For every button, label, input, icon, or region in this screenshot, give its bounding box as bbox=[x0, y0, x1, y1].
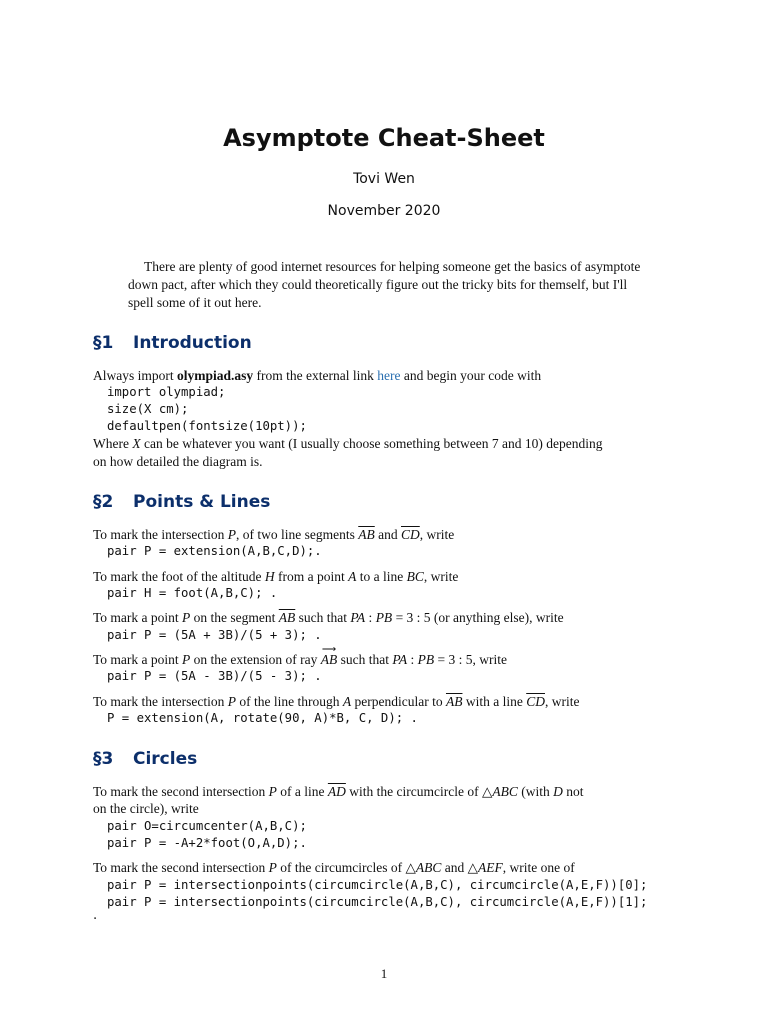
text: to a line bbox=[356, 569, 407, 584]
math-segment: $\overline{CD}$ bbox=[526, 694, 545, 709]
math-var: P bbox=[227, 694, 237, 709]
intro-paragraph-2 bbox=[93, 435, 693, 452]
intro-paragraph-2-cont: on how detailed the diagram is. bbox=[93, 454, 263, 469]
math-var: PA bbox=[392, 652, 408, 667]
ray-notation bbox=[320, 644, 338, 668]
code-line: pair P = -A+2*foot(O,A,D);. bbox=[107, 836, 307, 850]
package-name: olympiad.asy bbox=[177, 368, 254, 383]
math-segment: $\overline{CD}$ bbox=[401, 527, 420, 542]
math-var: P bbox=[182, 652, 191, 667]
math-segment: $\overline{AD}$ bbox=[327, 784, 346, 799]
math-var: P bbox=[268, 784, 277, 799]
code-line: pair O=circumcenter(A,B,C); bbox=[107, 819, 307, 833]
math-var: H bbox=[264, 569, 275, 584]
math-var: P bbox=[268, 860, 277, 875]
here-link[interactable]: here bbox=[377, 368, 401, 383]
points-item-foot bbox=[93, 568, 693, 585]
text: Where bbox=[93, 436, 133, 451]
text: : bbox=[365, 610, 376, 625]
text: from the external link bbox=[253, 368, 378, 383]
math-var: AEF bbox=[477, 860, 503, 875]
intro-paragraph bbox=[93, 367, 693, 384]
text: not bbox=[562, 784, 584, 799]
text: , write bbox=[544, 694, 580, 709]
text: , of two line segments bbox=[236, 527, 359, 542]
section-number: §3 bbox=[93, 749, 114, 769]
code-line: pair P = extension(A,B,C,D);. bbox=[107, 544, 322, 558]
section-number: §2 bbox=[93, 492, 114, 512]
math-var: PB bbox=[375, 610, 393, 625]
section-number: §1 bbox=[93, 333, 114, 353]
section-title: Introduction bbox=[133, 333, 252, 353]
math-var: ABC bbox=[415, 860, 442, 875]
section-title: Circles bbox=[133, 749, 198, 769]
abstract bbox=[128, 258, 648, 312]
points-item-ratio bbox=[93, 609, 693, 626]
section-heading-points-lines bbox=[93, 492, 270, 512]
text: with the circumcircle of △ bbox=[345, 784, 493, 799]
text: and bbox=[374, 527, 401, 542]
text: on the segment bbox=[190, 610, 279, 625]
points-item-extension bbox=[93, 644, 693, 668]
page-number: 1 bbox=[380, 966, 388, 981]
text: To mark the second intersection bbox=[93, 784, 269, 799]
math-var: A bbox=[348, 569, 357, 584]
math-segment: $\overline{AB}$ bbox=[358, 527, 375, 542]
document-date: November 2020 bbox=[327, 203, 441, 219]
math-var: D bbox=[553, 784, 563, 799]
text: To mark the intersection bbox=[93, 527, 228, 542]
text: from a point bbox=[274, 569, 349, 584]
text: To mark a point bbox=[93, 652, 183, 667]
text: , write bbox=[423, 569, 459, 584]
abstract-text: There are plenty of good internet resources for helping someone get the basics of asymptote down pact, after which they could theoretically figure out the tricky bits for themself, but I'll spell some of it out here. bbox=[128, 259, 641, 310]
text: , write one of bbox=[502, 860, 575, 875]
ray-arrow-icon: ⟶ bbox=[321, 644, 337, 655]
code-line: pair P = intersectionpoints(circumcircle(A,B,C), circumcircle(A,E,F))[0]; bbox=[107, 878, 648, 892]
text: and △ bbox=[441, 860, 478, 875]
code-line: defaultpen(fontsize(10pt)); bbox=[107, 419, 307, 433]
text: perpendicular to bbox=[351, 694, 446, 709]
text: (with bbox=[517, 784, 554, 799]
circles-item-circumcircles bbox=[93, 859, 693, 876]
math-var: ABC bbox=[492, 784, 518, 799]
code-line: import olympiad; bbox=[107, 385, 226, 399]
text: To mark the second intersection bbox=[93, 860, 269, 875]
text: can be whatever you want (I usually choose something between 7 and 10) depending bbox=[140, 436, 603, 451]
text: such that bbox=[337, 652, 393, 667]
math-ray: AB bbox=[320, 652, 338, 667]
text: To mark the intersection bbox=[93, 694, 228, 709]
code-line: size(X cm); bbox=[107, 402, 189, 416]
circles-item-second-intersection bbox=[93, 783, 693, 800]
math-var: X bbox=[132, 436, 141, 451]
points-item-perpendicular bbox=[93, 693, 693, 710]
text: of the circumcircles of △ bbox=[276, 860, 416, 875]
text: such that bbox=[295, 610, 351, 625]
code-line: pair H = foot(A,B,C); . bbox=[107, 586, 278, 600]
math-var: PA bbox=[350, 610, 366, 625]
section-heading-introduction bbox=[93, 333, 252, 353]
text: : bbox=[407, 652, 418, 667]
math-segment: $\overline{AB}$ bbox=[445, 694, 463, 709]
text: of a line bbox=[276, 784, 328, 799]
math-var: P bbox=[227, 527, 237, 542]
code-line: pair P = (5A - 3B)/(5 - 3); . bbox=[107, 669, 322, 683]
text: To mark the foot of the altitude bbox=[93, 569, 265, 584]
math-segment: $\overline{AB}$ bbox=[278, 610, 296, 625]
text: of the line through bbox=[236, 694, 343, 709]
code-line: P = extension(A, rotate(90, A)*B, C, D); . bbox=[107, 711, 418, 725]
section-title: Points & Lines bbox=[133, 492, 271, 512]
text: = 3 : 5, write bbox=[434, 652, 508, 667]
text: and begin your code with bbox=[400, 368, 542, 383]
section-heading-circles bbox=[93, 749, 197, 769]
document-author: Tovi Wen bbox=[353, 171, 415, 187]
document-title: Asymptote Cheat-Sheet bbox=[223, 124, 545, 152]
code-line: pair P = (5A + 3B)/(5 + 3); . bbox=[107, 628, 322, 642]
math-var: P bbox=[182, 610, 191, 625]
text: on the extension of ray bbox=[190, 652, 321, 667]
text: , write bbox=[419, 527, 455, 542]
code-line: pair P = intersectionpoints(circumcircle(A,B,C), circumcircle(A,E,F))[1]; bbox=[107, 895, 648, 909]
text: = 3 : 5 (or anything else), write bbox=[392, 610, 564, 625]
math-var: PB bbox=[417, 652, 435, 667]
text: Always import bbox=[93, 368, 177, 383]
math-var: BC bbox=[406, 569, 424, 584]
text: To mark a point bbox=[93, 610, 183, 625]
text: with a line bbox=[462, 694, 527, 709]
trailing-period: . bbox=[93, 908, 98, 923]
points-item-intersection bbox=[93, 526, 693, 543]
circles-item-cont: on the circle), write bbox=[93, 801, 199, 816]
math-var: A bbox=[342, 694, 352, 709]
